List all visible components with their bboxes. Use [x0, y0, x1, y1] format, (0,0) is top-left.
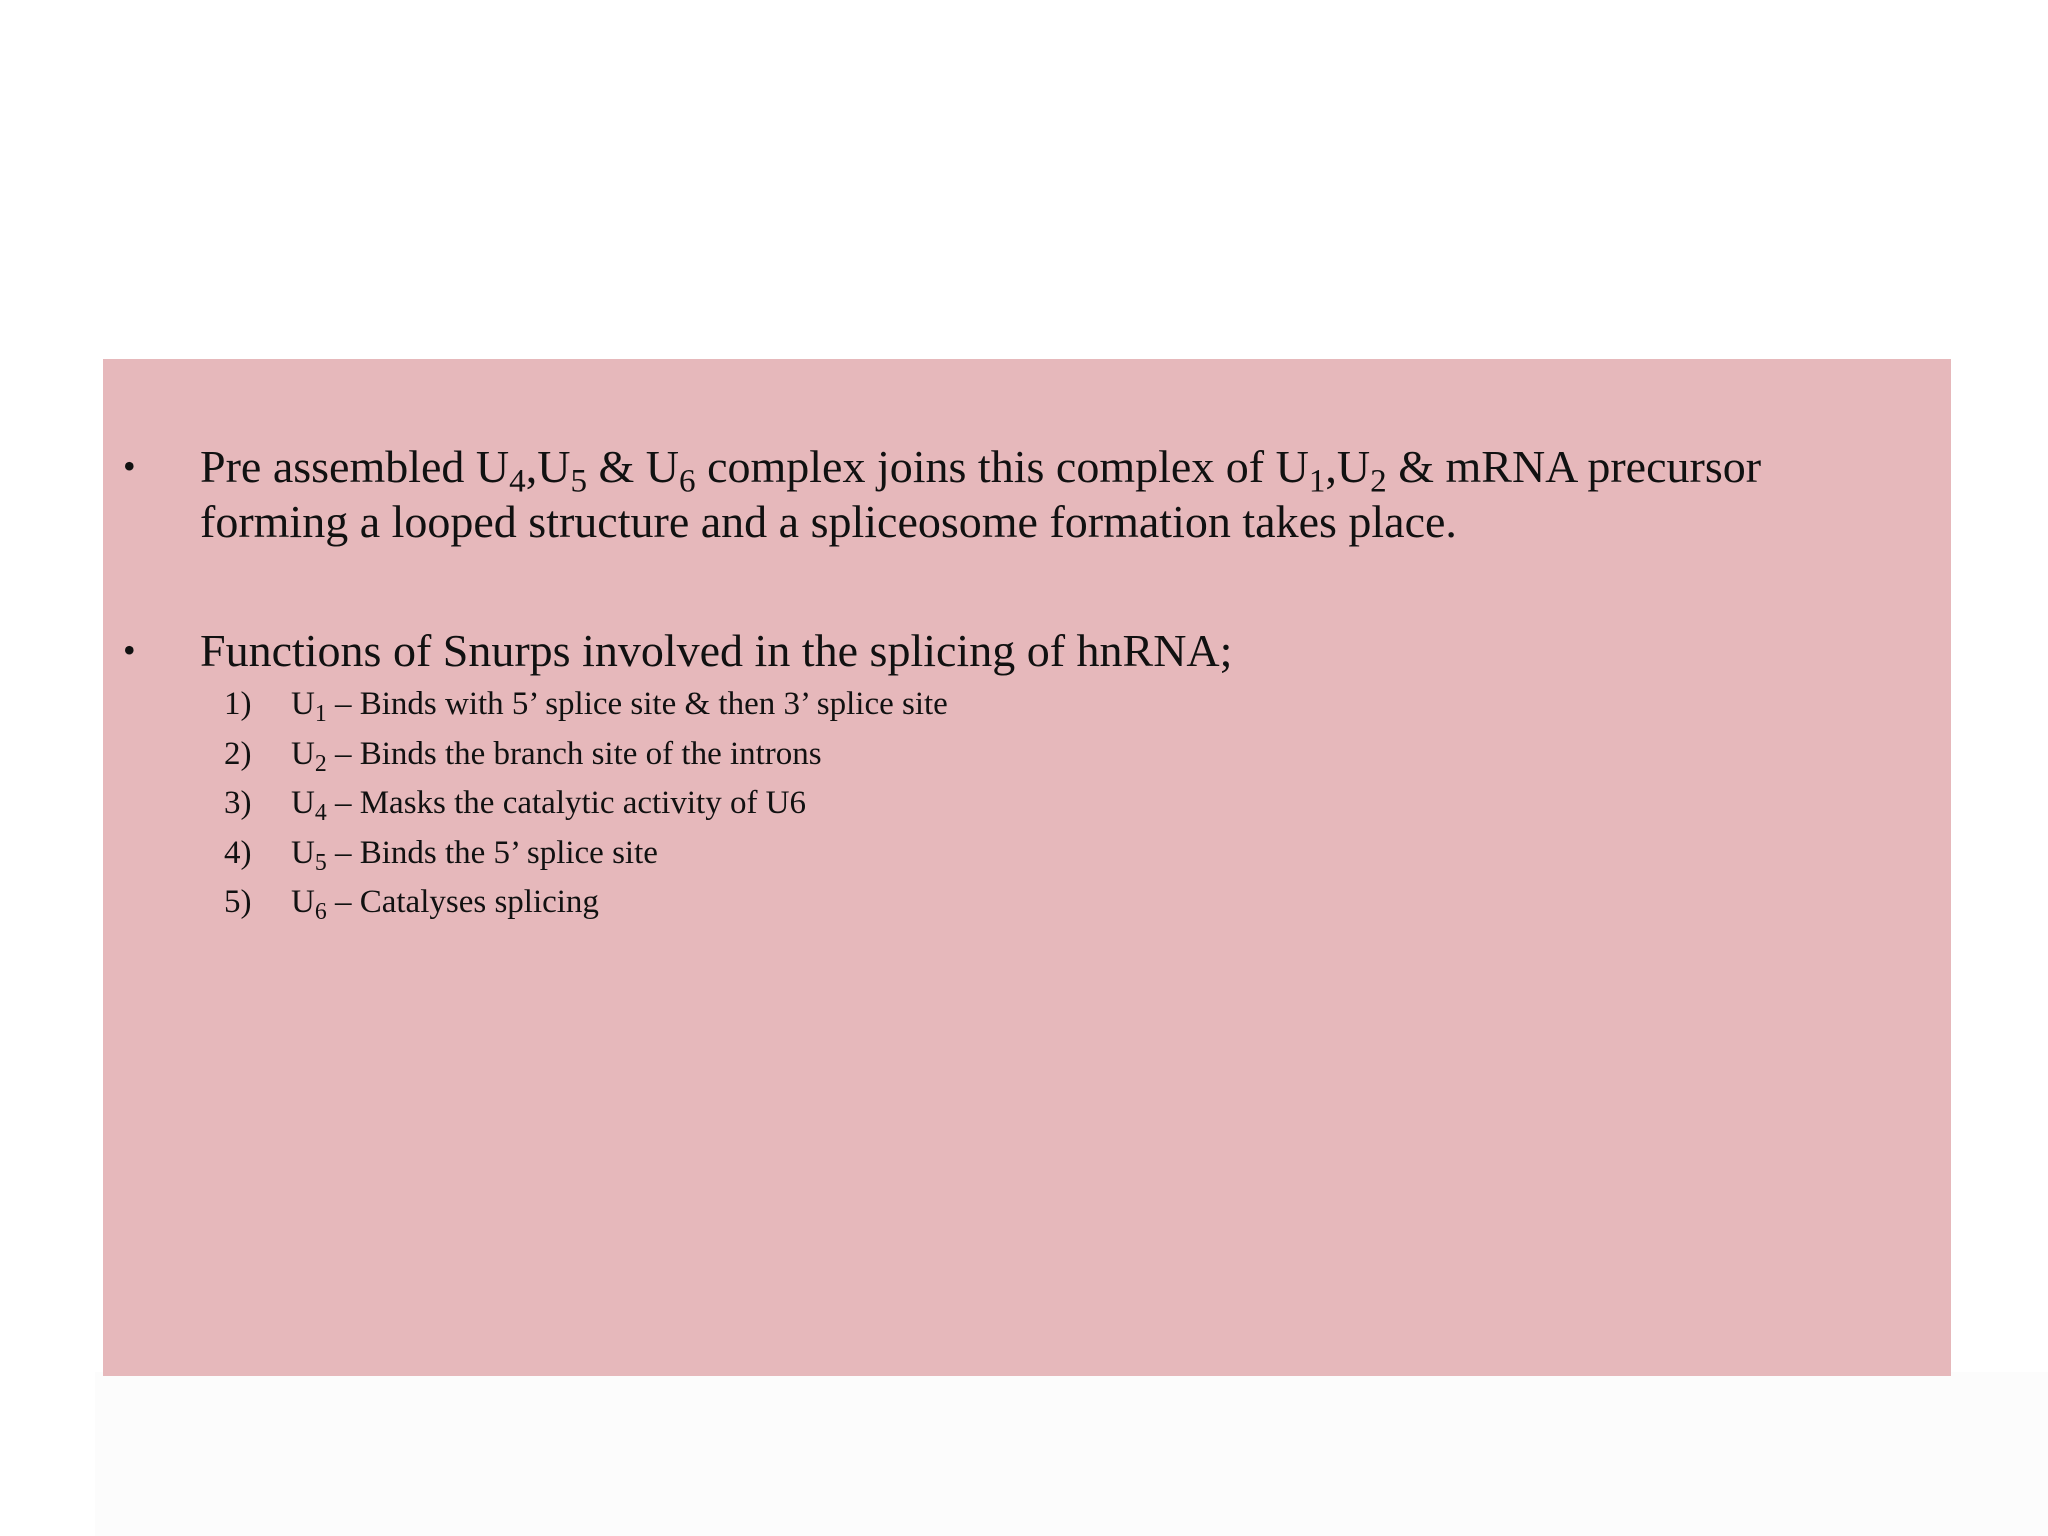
list-item — [224, 730, 1824, 780]
bullet-text: Pre assembled $U_4,U_5$ & $U_6$ complex joins this complex of $U_1,U_2$ & mRNA precursor forming a looped structure and a spliceosome formation takes place. — [200, 441, 1762, 547]
slide-bottom-strip — [95, 1372, 2048, 1536]
list-number: 4) — [224, 834, 252, 871]
list-item-text: $U_4$ – Masks the catalytic activity of U6 — [291, 785, 807, 827]
list-number: 1) — [224, 686, 252, 722]
list-number: 5) — [224, 884, 252, 920]
list-item — [224, 829, 1824, 879]
list-item-text: $U_2$ – Binds the branch site of the introns — [291, 735, 822, 777]
slide-content-box — [103, 359, 1951, 1376]
bullet-dot: • — [123, 630, 136, 670]
list-item-text: $U_6$ – Catalyses splicing — [291, 884, 599, 926]
list-number: 3) — [224, 785, 252, 821]
list-item-text: $U_1$ – Binds with 5’ splice site & then 3’ splice site — [291, 686, 948, 728]
list-item — [224, 878, 1824, 928]
bullet-dot: • — [123, 446, 136, 486]
functions-list — [224, 680, 1824, 928]
list-number: 2) — [224, 735, 252, 772]
list-item — [224, 779, 1824, 829]
list-item-text: $U_5$ – Binds the 5’ splice site — [291, 834, 658, 876]
bullet-text: Functions of Snurps involved in the splicing of hnRNA; — [200, 625, 1233, 676]
list-item — [224, 680, 1824, 730]
